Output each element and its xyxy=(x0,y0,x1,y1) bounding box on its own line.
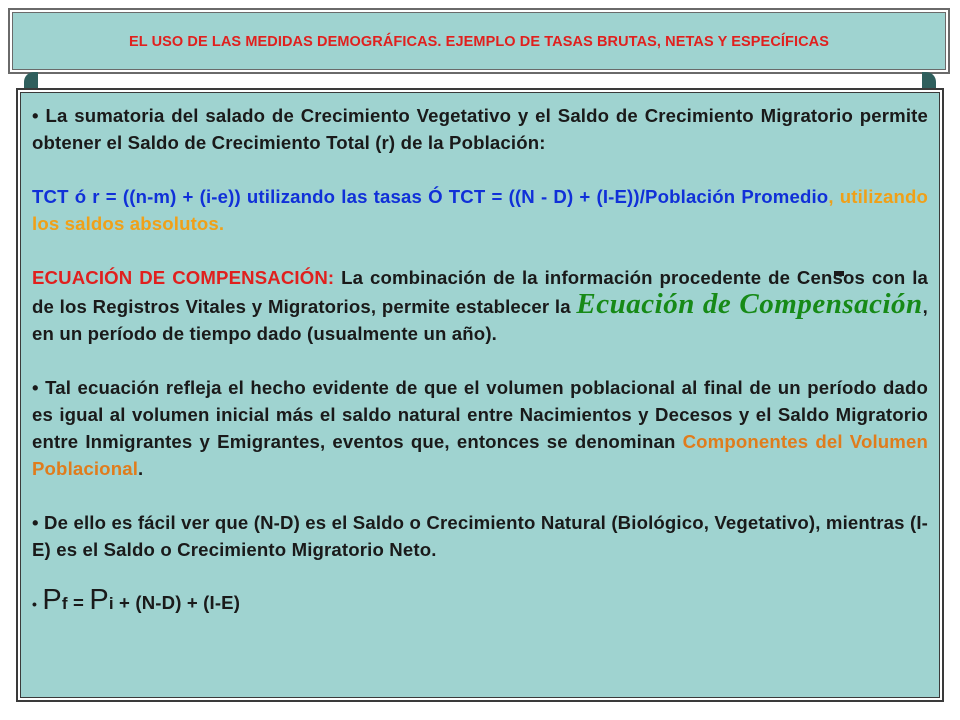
absolute-balances-text: utilizando los saldos absolutos. xyxy=(32,186,928,234)
paragraph-text: La sumatoria del salado de Crecimiento Vegetativo y el Saldo de Crecimiento Migratorio permite obtener el Saldo de Crecimiento Total (r) de la Población: xyxy=(32,105,928,153)
content-panel xyxy=(16,88,944,702)
bullet-icon: • xyxy=(32,512,39,533)
compensation-text-a: La combinación de la información procedente de Censos con la de los Registros Vitales y Migratorios, permite establecer la xyxy=(32,267,928,317)
period-text: . xyxy=(138,458,144,479)
paragraph-total-growth xyxy=(32,102,928,156)
paragraph-formula-tct xyxy=(32,183,928,237)
bullet-icon: • xyxy=(32,105,39,126)
slide-body xyxy=(32,102,928,621)
components-highlight: Componentes del Volumen Poblacional xyxy=(32,431,928,479)
paragraph-compensation xyxy=(32,264,928,347)
title-banner xyxy=(8,8,950,74)
bullet-icon: • xyxy=(32,596,38,612)
formula-rest: + (N-D) + (I-E) xyxy=(113,592,241,613)
paragraph-equation-meaning xyxy=(32,374,928,482)
paragraph-natural-balance xyxy=(32,509,928,563)
compensation-label: ECUACIÓN DE COMPENSACIÓN: xyxy=(32,267,335,288)
balancing-equation xyxy=(32,583,928,621)
equation-meaning-text: Tal ecuación refleja el hecho evidente de que el volumen poblacional al final de un período dado es igual al volumen inicial más el saldo natural entre Nacimientos y Decesos y el Saldo Migratorio entre Inmigrantes y Emigrantes, eventos que, entonces se denominan xyxy=(32,377,928,452)
compensation-text-b: , en un período de tiempo dado (usualmente un año). xyxy=(32,296,928,344)
compensation-emphasis: Ecuación de Compensación xyxy=(576,288,923,320)
tct-formula-text: TCT ó r = ((n-m) + (i-e)) utilizando las tasas Ó TCT = ((N - D) + (I-E))/Población Promedio xyxy=(32,186,829,207)
bullet-icon: • xyxy=(32,377,39,398)
page-title: EL USO DE LAS MEDIDAS DEMOGRÁFICAS. EJEMPLO DE TASAS BRUTAS, NETAS Y ESPECÍFICAS xyxy=(128,34,830,50)
formula-equals: = xyxy=(67,592,90,613)
formula-p-initial: P xyxy=(89,584,109,616)
formula-sub-initial: i xyxy=(108,594,114,613)
formula-p-final: P xyxy=(42,584,62,616)
formula-sub-final: f xyxy=(61,594,68,613)
comma-text: , xyxy=(828,186,834,207)
natural-balance-text: De ello es fácil ver que (N-D) es el Saldo o Crecimiento Natural (Biológico, Vegetativo), mientras (I-E) es el Saldo o Crecimiento Migratorio Neto. xyxy=(32,512,928,560)
